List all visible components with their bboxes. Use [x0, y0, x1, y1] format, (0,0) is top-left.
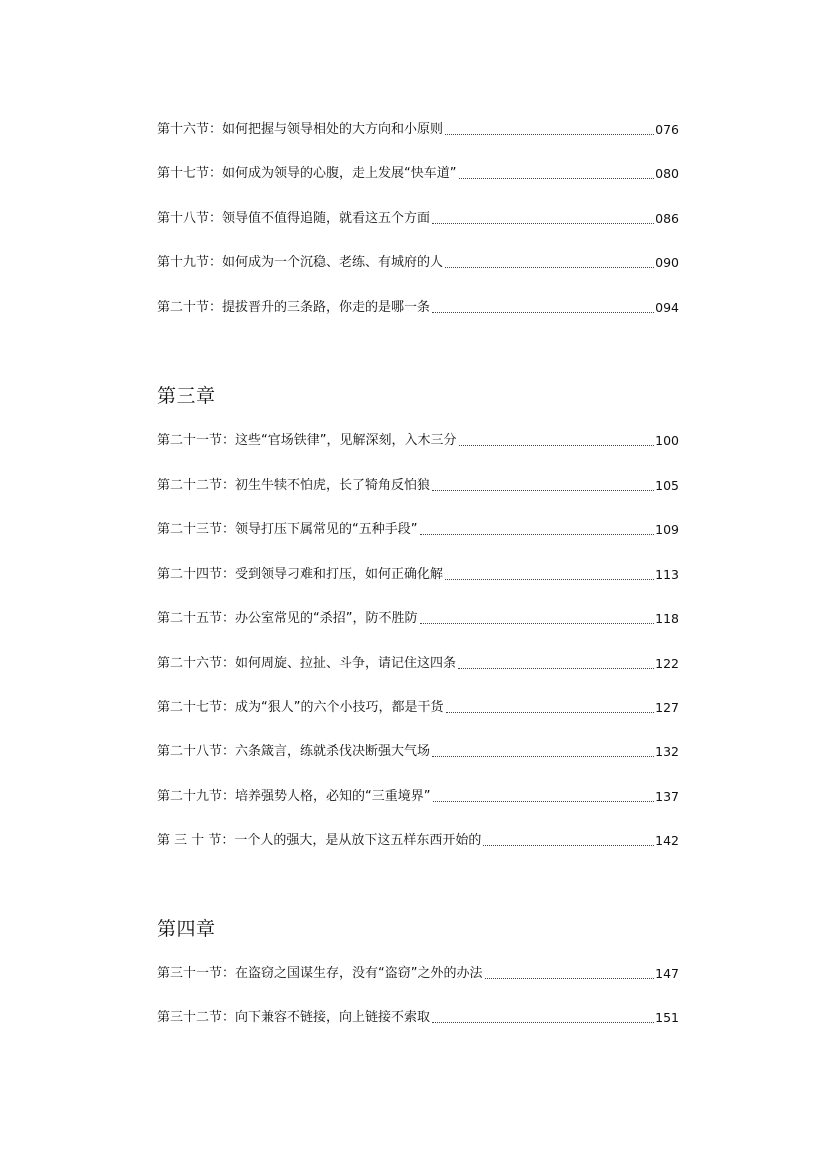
page-number: 142 [655, 833, 679, 848]
section-number: 第十八节： [157, 211, 223, 226]
page-number: 090 [655, 255, 679, 270]
toc-entry[interactable] [157, 609, 679, 629]
section-title: 如何成为一个沉稳、老练、有城府的人 [222, 255, 444, 270]
section-title: 如何成为领导的心腹，走上发展“快车道” [222, 166, 457, 181]
toc-entry[interactable] [157, 964, 679, 984]
dot-leader [445, 134, 654, 135]
toc-entry[interactable] [157, 520, 679, 540]
section-title: 培养强势人格，必知的“三重境界” [235, 789, 431, 804]
dot-leader [432, 1022, 654, 1023]
dot-leader [420, 623, 655, 624]
page-number: 118 [655, 611, 679, 626]
section-number: 第三十二节： [157, 1010, 236, 1025]
dot-leader [432, 223, 654, 224]
section-title: 如何把握与领导相处的大方向和小原则 [222, 122, 444, 137]
section-number: 第二十七节： [157, 700, 236, 715]
section-title: 提拔晋升的三条路，你走的是哪一条 [222, 300, 431, 315]
toc-entry[interactable] [157, 120, 679, 140]
section-number: 第十六节： [157, 122, 223, 137]
section-number: 第二十节： [157, 300, 223, 315]
dot-leader [433, 801, 655, 802]
toc-entry[interactable] [157, 1008, 679, 1028]
section-number: 第十九节： [157, 255, 223, 270]
dot-leader [458, 668, 654, 669]
toc-entry[interactable] [157, 253, 679, 273]
section-number: 第二十一节： [157, 433, 236, 448]
dot-leader [432, 312, 654, 313]
section-number: 第十七节： [157, 166, 223, 181]
section-number: 第 三 十 节： [157, 833, 235, 848]
toc-entry[interactable] [157, 476, 679, 496]
page-number: 147 [655, 966, 679, 981]
chapter-heading[interactable]: 第四章 [157, 918, 216, 940]
dot-leader [483, 845, 654, 846]
page-number: 151 [655, 1010, 679, 1025]
dot-leader [446, 712, 655, 713]
section-number: 第二十六节： [157, 656, 236, 671]
section-title: 办公室常见的“杀招”，防不胜防 [235, 611, 418, 626]
toc-entry[interactable] [157, 742, 679, 762]
section-title: 一个人的强大，是从放下这五样东西开始的 [234, 833, 482, 848]
page-number: 086 [655, 211, 679, 226]
dot-leader [459, 178, 655, 179]
section-number: 第二十九节： [157, 789, 236, 804]
section-title: 六条箴言，练就杀伐决断强大气场 [235, 744, 431, 759]
page-number: 109 [655, 522, 679, 537]
section-number: 第二十四节： [157, 567, 236, 582]
dot-leader [432, 490, 654, 491]
toc-entry[interactable] [157, 831, 679, 851]
chapter-heading[interactable]: 第三章 [157, 385, 216, 407]
toc-entry[interactable] [157, 787, 679, 807]
toc-entry[interactable] [157, 698, 679, 718]
section-title: 初生牛犊不怕虎，长了犄角反怕狼 [235, 478, 431, 493]
dot-leader [485, 978, 655, 979]
section-number: 第二十八节： [157, 744, 236, 759]
toc-entry[interactable] [157, 298, 679, 318]
toc-entry[interactable] [157, 431, 679, 451]
page-number: 100 [655, 433, 679, 448]
page-number: 076 [655, 122, 679, 137]
dot-leader [420, 534, 655, 535]
section-number: 第三十一节： [157, 966, 236, 981]
section-title: 成为“狠人”的六个小技巧，都是干货 [235, 700, 444, 715]
dot-leader [432, 756, 654, 757]
section-number: 第二十二节： [157, 478, 236, 493]
page-number: 094 [655, 300, 679, 315]
section-title: 受到领导刁难和打压，如何正确化解 [235, 567, 444, 582]
dot-leader [445, 579, 654, 580]
section-title: 在盗窃之国谋生存，没有“盗窃”之外的办法 [235, 966, 483, 981]
section-title: 领导打压下属常见的“五种手段” [235, 522, 418, 537]
toc-entry[interactable] [157, 164, 679, 184]
dot-leader [459, 445, 655, 446]
page-number: 137 [655, 789, 679, 804]
toc-entry[interactable] [157, 209, 679, 229]
dot-leader [445, 267, 654, 268]
toc-entry[interactable] [157, 654, 679, 674]
page-number: 113 [655, 567, 679, 582]
toc-entry[interactable] [157, 565, 679, 585]
section-number: 第二十三节： [157, 522, 236, 537]
page-number: 122 [655, 656, 679, 671]
section-title: 向下兼容不链接，向上链接不索取 [235, 1010, 431, 1025]
section-title: 这些“官场铁律”，见解深刻，入木三分 [235, 433, 457, 448]
page-number: 105 [655, 478, 679, 493]
section-title: 领导值不值得追随，就看这五个方面 [222, 211, 431, 226]
section-title: 如何周旋、拉扯、斗争，请记住这四条 [235, 656, 457, 671]
page-number: 132 [655, 744, 679, 759]
section-number: 第二十五节： [157, 611, 236, 626]
page-number: 127 [655, 700, 679, 715]
page-number: 080 [655, 166, 679, 181]
